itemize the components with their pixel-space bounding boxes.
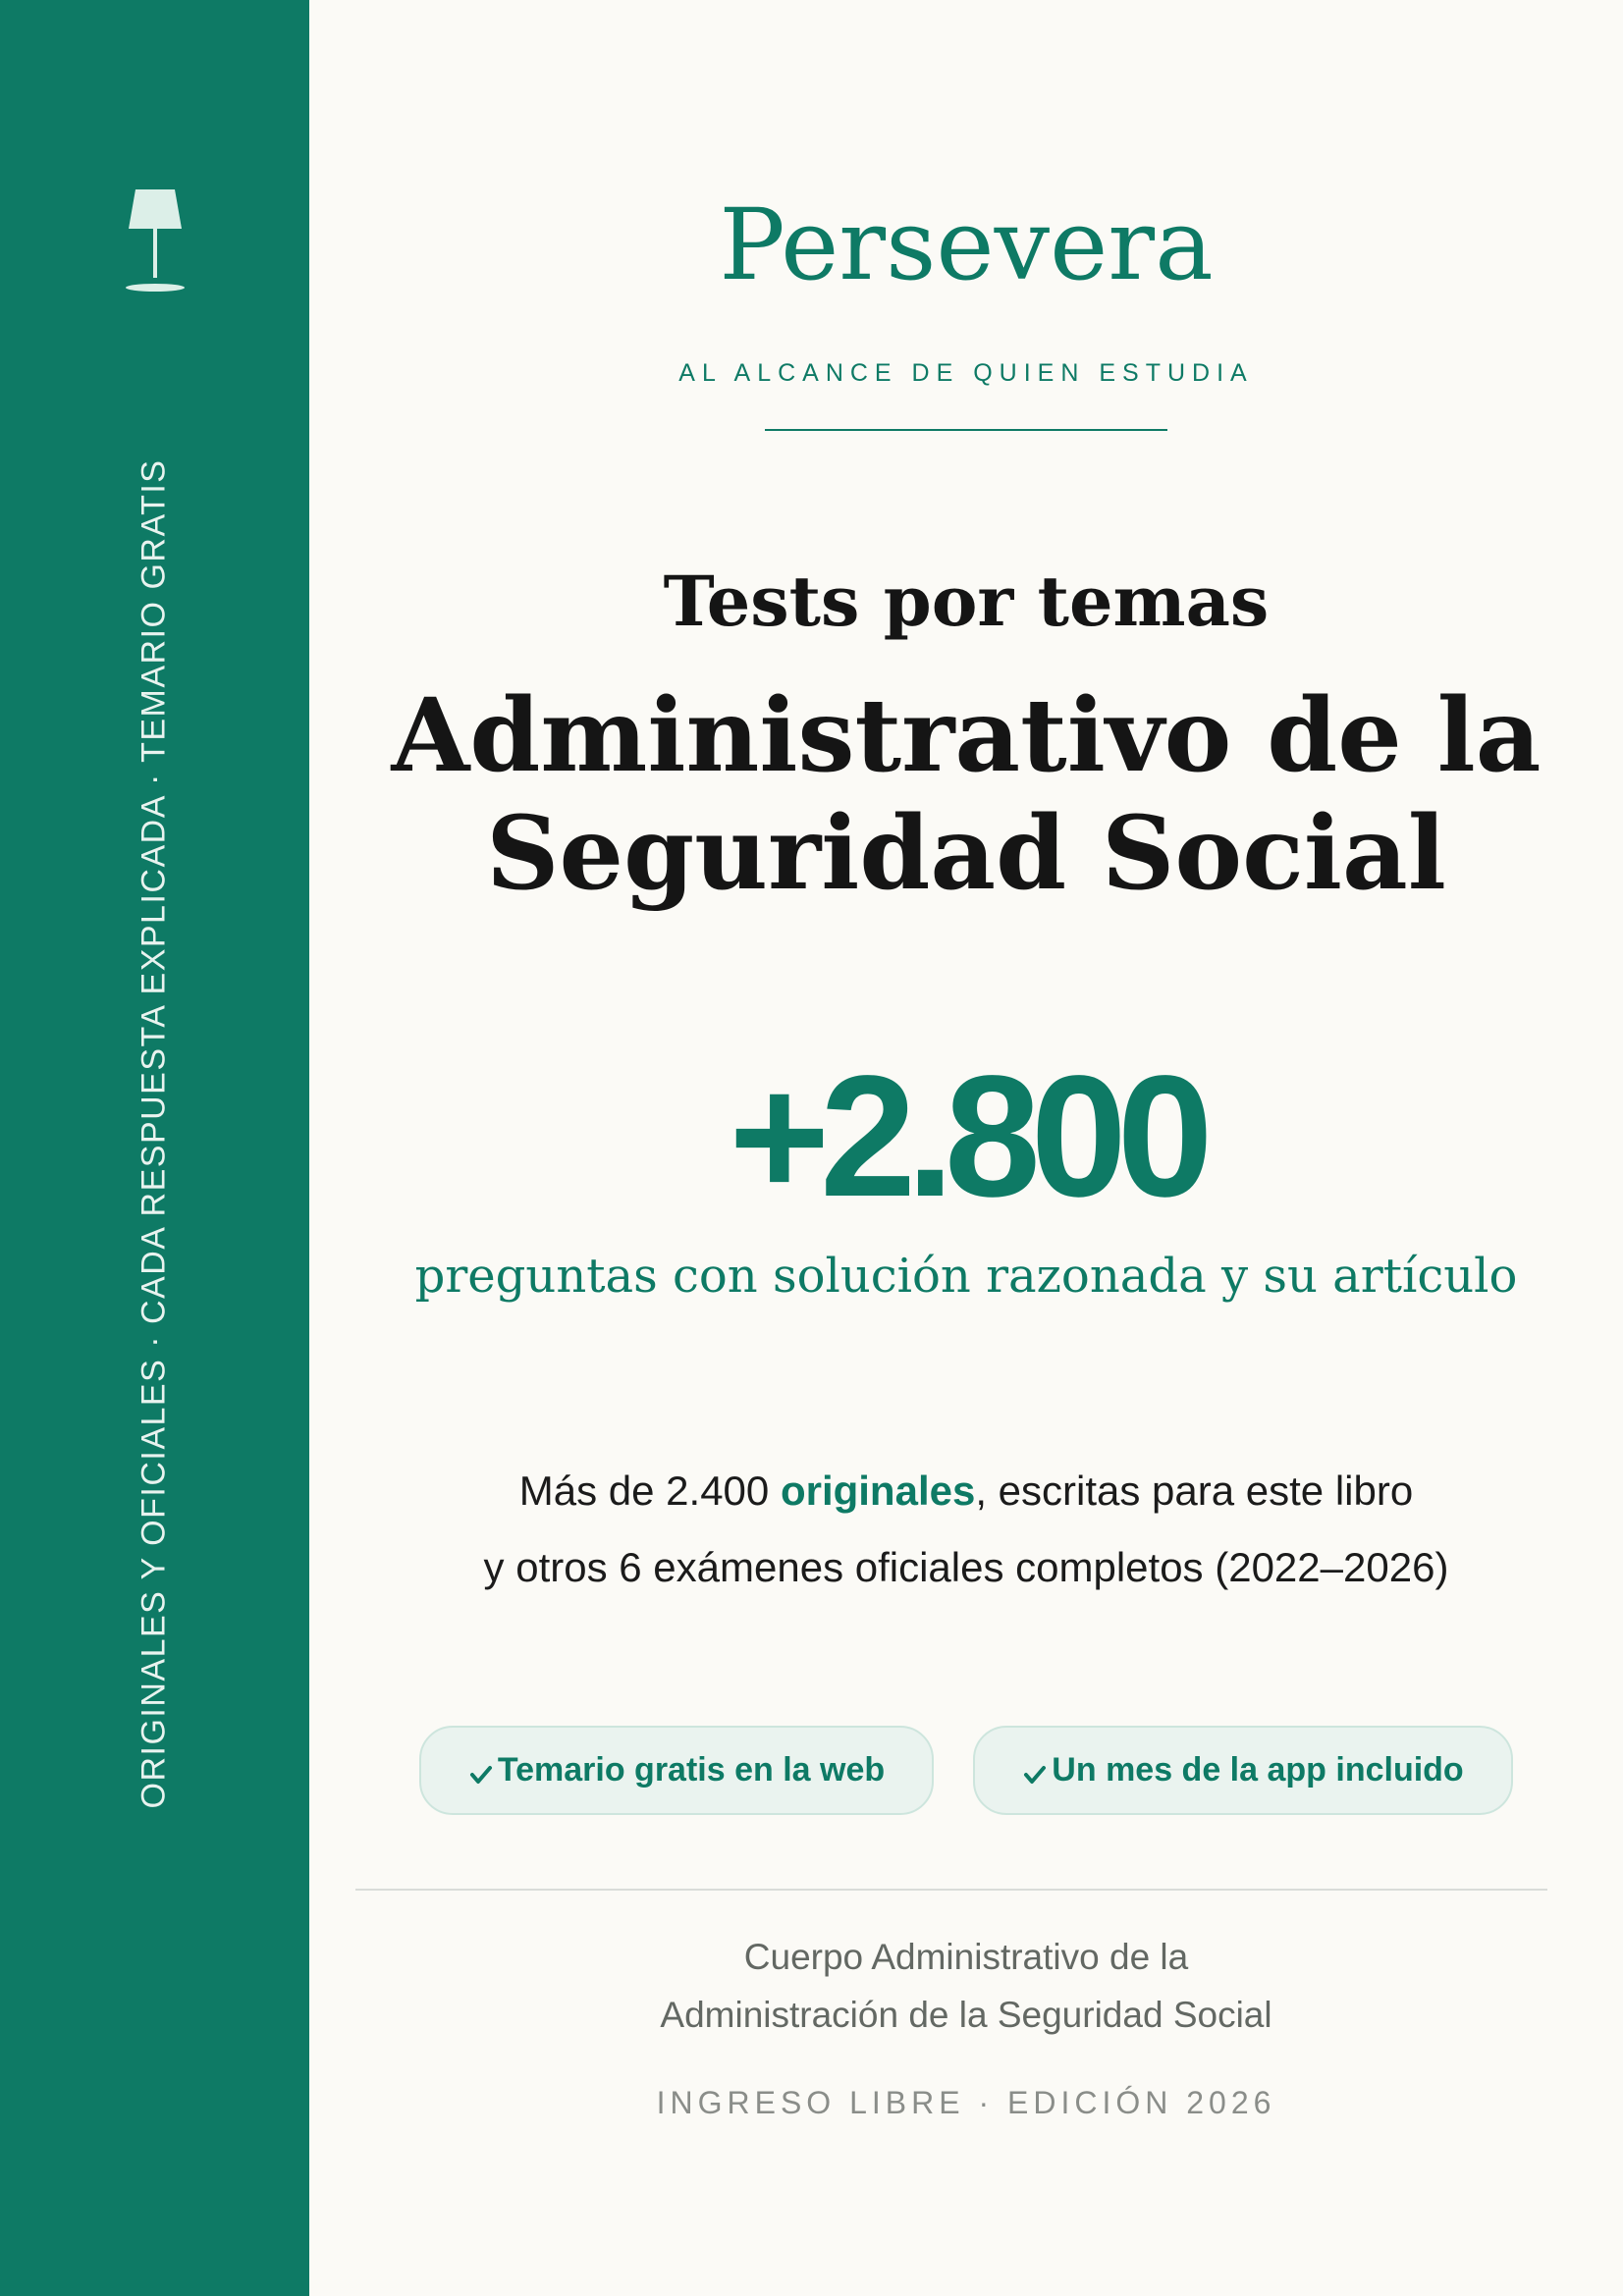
badge-temario-label: Temario gratis en la web <box>497 1751 886 1789</box>
check-icon <box>1022 1762 1048 1788</box>
book-title <box>309 677 1623 913</box>
description-line-1 <box>309 1453 1623 1529</box>
brand-name: Persevera <box>719 187 1214 302</box>
question-count: +2.800 <box>729 1041 1204 1233</box>
description-highlight: originales <box>780 1468 976 1514</box>
book-title-line-1: Administrativo de la <box>391 676 1542 795</box>
brand-divider <box>765 429 1167 431</box>
check-icon <box>468 1762 494 1788</box>
question-count-caption: preguntas con solución razonada y su artículo <box>414 1249 1518 1304</box>
civil-service-body-line-1: Cuerpo Administrativo de la <box>743 1937 1189 1977</box>
book-subtitle: Tests por temas <box>663 561 1270 642</box>
cover-content <box>309 0 1623 2296</box>
description-suffix: , escritas para este libro <box>975 1468 1414 1514</box>
description-prefix: Más de 2.400 <box>518 1468 781 1514</box>
footer-divider <box>355 1889 1547 1891</box>
book-title-line-2: Seguridad Social <box>486 794 1446 913</box>
badge-temario <box>419 1726 934 1815</box>
civil-service-body <box>309 1928 1623 2044</box>
spine-band <box>0 0 309 2296</box>
badge-app-label: Un mes de la app incluido <box>1052 1751 1464 1789</box>
spine-text: ORIGINALES Y OFICIALES · CADA RESPUESTA EXPLICADA · TEMARIO GRATIS <box>135 458 173 1809</box>
description-line-2: y otros 6 exámenes oficiales completos (2022–2026) <box>483 1544 1449 1590</box>
description <box>309 1453 1623 1606</box>
badge-app <box>973 1726 1513 1815</box>
edition-label: INGRESO LIBRE · EDICIÓN 2026 <box>656 2085 1276 2120</box>
brand-tagline: AL ALCANCE DE QUIEN ESTUDIA <box>678 359 1254 387</box>
civil-service-body-line-2: Administración de la Seguridad Social <box>660 1995 1272 2035</box>
lamp-icon <box>123 189 188 297</box>
